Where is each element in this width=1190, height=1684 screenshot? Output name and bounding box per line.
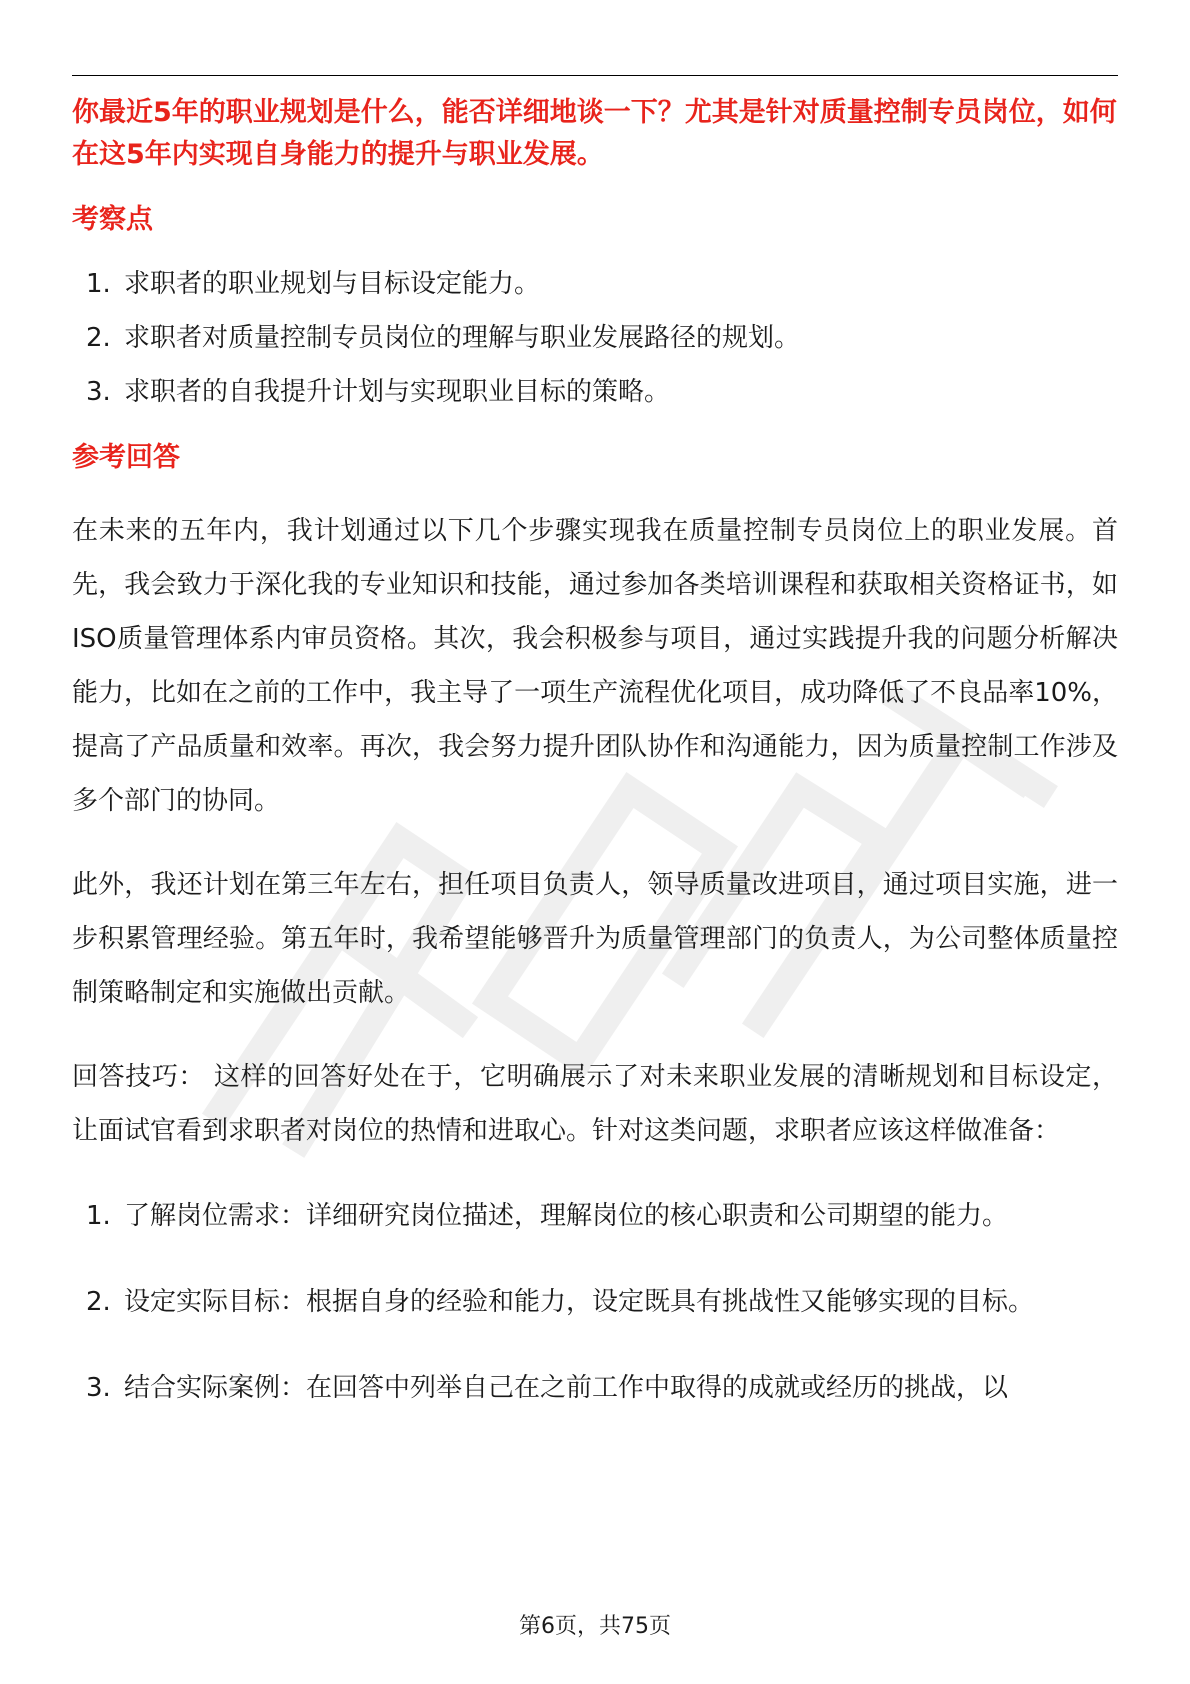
tips-list <box>72 1188 1118 1416</box>
list-item-text: 求职者的职业规划与目标设定能力。 <box>124 269 541 299</box>
list-item <box>72 1360 1118 1416</box>
answer-tips-intro: 回答技巧： 这样的回答好处在于，它明确展示了对未来职业发展的清晰规划和目标设定，让面试官看到求职者对岗位的热情和进取心。针对这类问题，求职者应该这样做准备： <box>72 1062 1118 1146</box>
exam-points-list <box>72 266 1118 410</box>
page-number: 第6页，共75页 <box>519 1614 671 1639</box>
list-item-number: 1. <box>86 269 111 299</box>
interview-question: 你最近5年的职业规划是什么，能否详细地谈一下？尤其是针对质量控制专员岗位，如何在这5年内实现自身能力的提升与职业发展。 <box>72 97 1117 170</box>
list-item <box>72 1188 1118 1244</box>
list-item <box>72 320 1118 356</box>
page-content <box>72 92 1118 1446</box>
list-item <box>72 374 1118 410</box>
list-item-text: 求职者的自我提升计划与实现职业目标的策略。 <box>124 377 671 407</box>
list-item-number: 3. <box>86 1373 111 1403</box>
list-item-text: 设定实际目标：根据自身的经验和能力，设定既具有挑战性又能够实现的目标。 <box>124 1287 1035 1317</box>
list-item-number: 1. <box>86 1201 111 1231</box>
list-item-number: 3. <box>86 377 111 407</box>
list-item-text: 结合实际案例：在回答中列举自己在之前工作中取得的成就或经历的挑战，以 <box>124 1373 1009 1403</box>
list-item-text: 了解岗位需求：详细研究岗位描述，理解岗位的核心职责和公司期望的能力。 <box>124 1201 1009 1231</box>
exam-points-heading: 考察点 <box>72 204 153 235</box>
answer-paragraph: 在未来的五年内，我计划通过以下几个步骤实现我在质量控制专员岗位上的职业发展。首先，我会致力于深化我的专业知识和技能，通过参加各类培训课程和获取相关资格证书，如ISO质量管理体系内审员资格。其次，我会积极参与项目，通过实践提升我的问题分析解决能力，比如在之前的工作中，我主导了一项生产流程优化项目，成功降低了不良品率10%，提高了产品质量和效率。再次，我会努力提升团队协作和沟通能力，因为质量控制工作涉及多个部门的协同。 <box>72 516 1118 816</box>
reference-answer-heading: 参考回答 <box>72 442 180 473</box>
list-item-number: 2. <box>86 1287 111 1317</box>
list-item <box>72 266 1118 302</box>
header-rule <box>72 75 1118 76</box>
list-item-text: 求职者对质量控制专员岗位的理解与职业发展路径的规划。 <box>124 323 801 353</box>
answer-paragraph: 此外，我还计划在第三年左右，担任项目负责人，领导质量改进项目，通过项目实施，进一步积累管理经验。第五年时，我希望能够晋升为质量管理部门的负责人，为公司整体质量控制策略制定和实施做出贡献。 <box>72 870 1118 1008</box>
list-item-number: 2. <box>86 323 111 353</box>
list-item <box>72 1274 1118 1330</box>
